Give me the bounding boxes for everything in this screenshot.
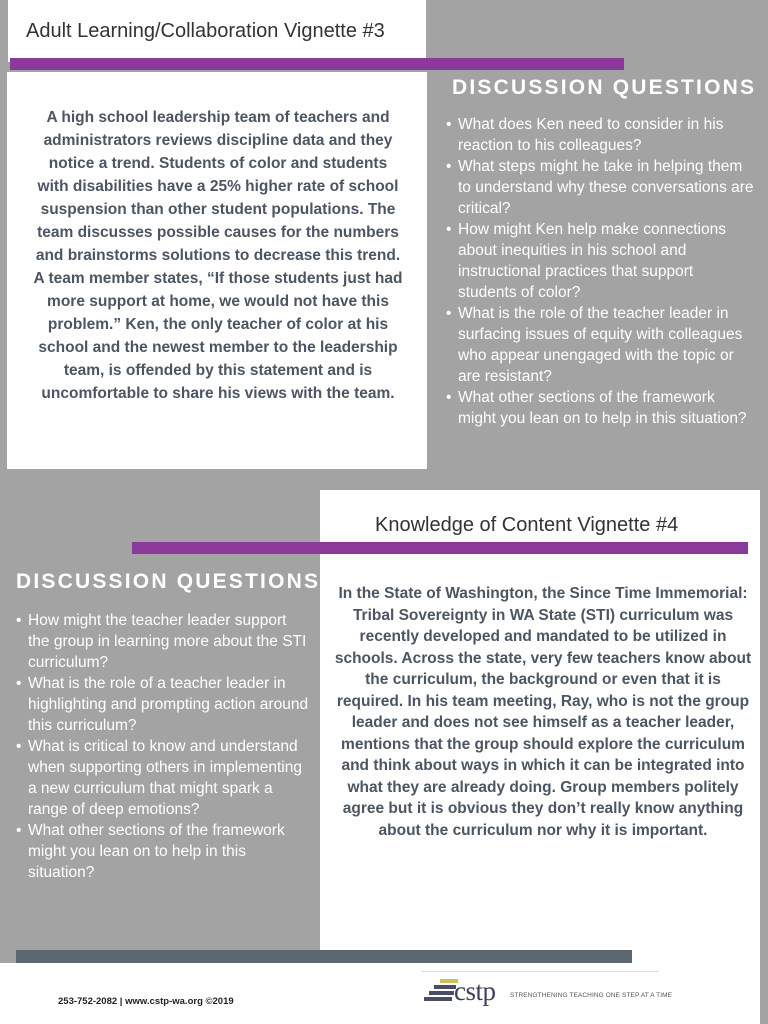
vignette4-questions-list (16, 610, 312, 883)
question-item: • What other sections of the framework might you lean on to help in this situation? (446, 387, 756, 429)
vignette4-questions-heading: DISCUSSION QUESTIONS (16, 570, 321, 593)
vignette3-questions-list (446, 114, 756, 429)
question-item: • What other sections of the framework might you lean on to help in this situation? (16, 820, 312, 883)
footer-left-panel (0, 963, 320, 1024)
footer-contact-info: 253-752-2082 | www.cstp-wa.org ©2019 (58, 996, 234, 1007)
vignette4-accent-bar (132, 542, 748, 554)
vignette3-accent-bar (10, 58, 624, 70)
question-item: • What does Ken need to consider in his reaction to his colleagues? (446, 114, 756, 156)
vignette4-title: Knowledge of Content Vignette #4 (375, 514, 679, 536)
question-item: • How might the teacher leader support the group in learning more about the STI curriculum? (16, 610, 312, 673)
logo-rule (422, 971, 658, 972)
cstp-logo-text: cstp (454, 976, 496, 1006)
footer-divider-bar (16, 950, 632, 963)
vignette3-questions-heading: DISCUSSION QUESTIONS (452, 76, 757, 99)
question-item: • What steps might he take in helping them to understand why these conversations are critical? (446, 156, 756, 219)
vignette3-title: Adult Learning/Collaboration Vignette #3 (26, 20, 385, 42)
vignette3-scenario-text: A high school leadership team of teachers and administrators reviews discipline data and they notice a trend. Students of color and students with disabilities have a 25% higher rate of school suspension than other student populations. The team discusses possible causes for the numbers and brainstorms solutions to decrease this trend. A team member states, “If those students just had more support at home, we would not have this problem.” Ken, the only teacher of color at his school and the newest member to the leadership team, is offended by this statement and is uncomfortable to share his views with the team. (33, 109, 403, 402)
logo-tagline: STRENGTHENING TEACHING ONE STEP AT A TIME (510, 992, 673, 999)
question-item: • What is the role of the teacher leader in surfacing issues of equity with colleagues who appear unengaged with the topic or are resistant? (446, 303, 756, 387)
vignette4-scenario-text: In the State of Washington, the Since Time Immemorial: Tribal Sovereignty in WA State (STI) curriculum was recently developed and mandated to be utilized in schools. Across the state, very few teachers know about the curriculum, the background or even that it is required. In his team meeting, Ray, who is not the group leader and does not see himself as a teacher leader, mentions that the group should explore the curriculum and think about ways in which it can be integrated into what they are already doing. Group members politely agree but it is obvious they don’t really know anything about the curriculum nor why it is important. (334, 585, 752, 839)
question-item: • How might Ken help make connections about inequities in his school and instructional practices that support students of color? (446, 219, 756, 303)
question-item: • What is critical to know and understand when supporting others in implementing a new curriculum that might spark a range of deep emotions? (16, 736, 312, 820)
question-item: • What is the role of a teacher leader in highlighting and prompting action around this curriculum? (16, 673, 312, 736)
